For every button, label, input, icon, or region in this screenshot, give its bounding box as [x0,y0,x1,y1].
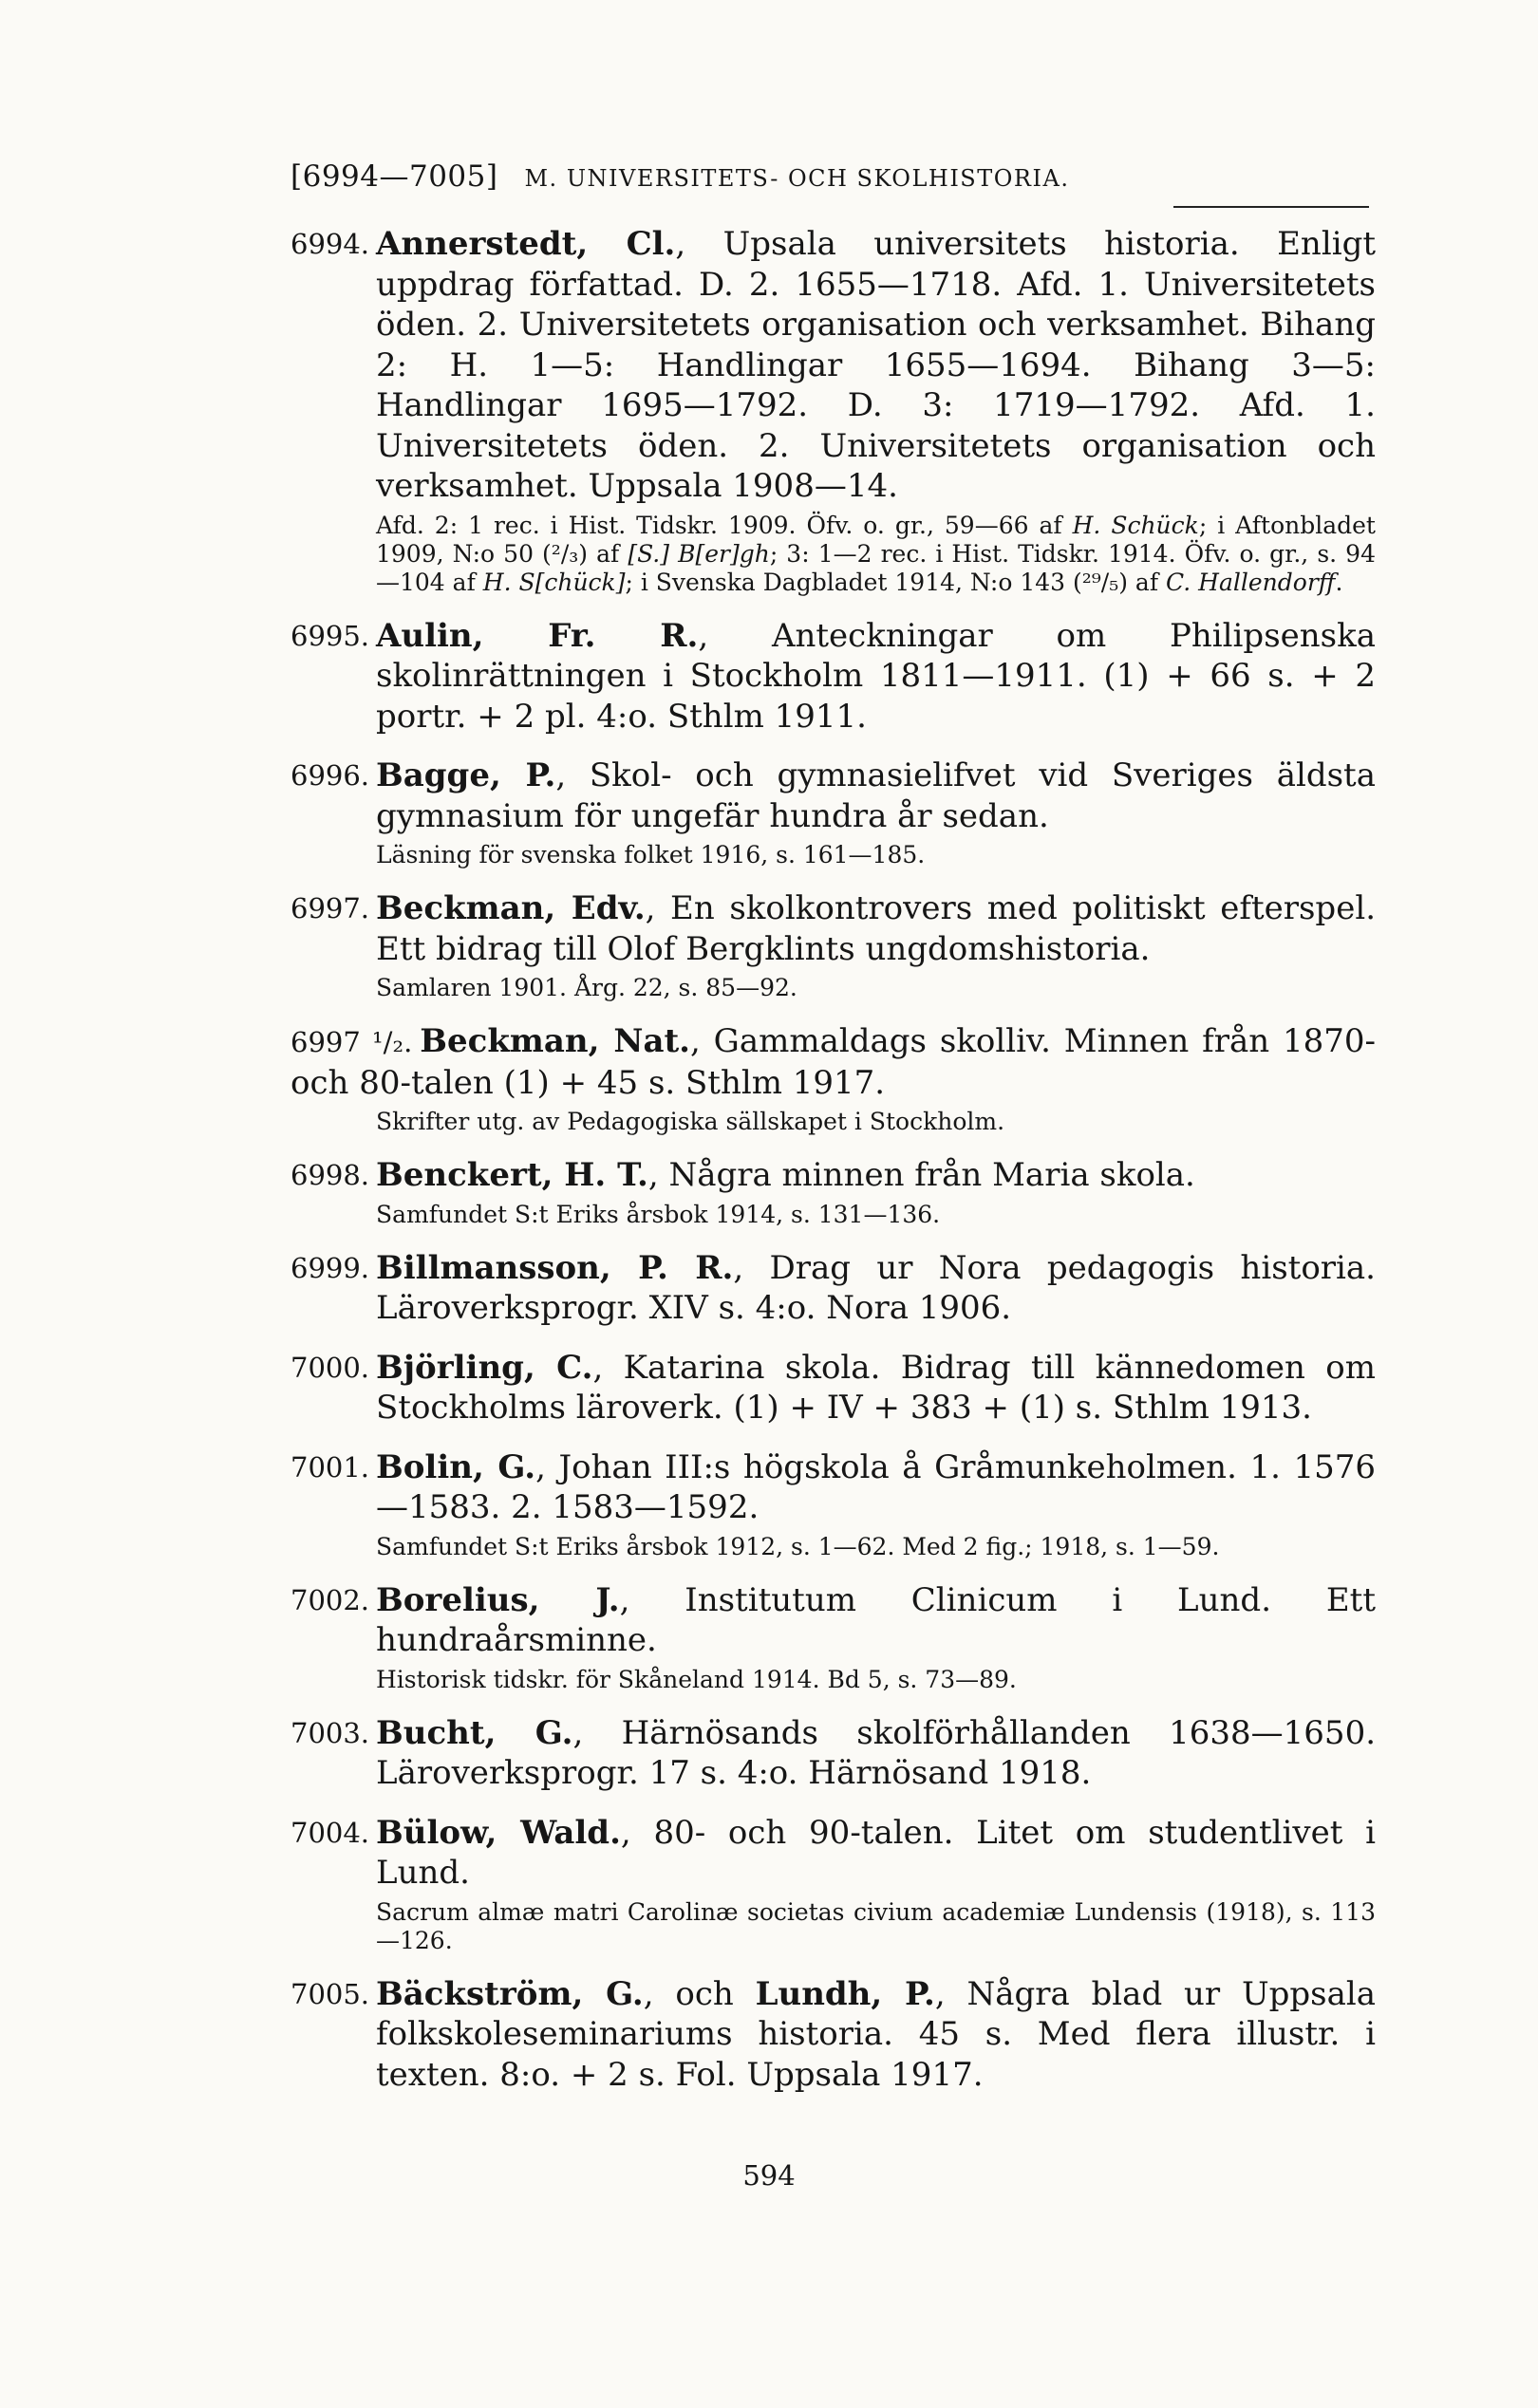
entry-text: , Drag ur Nora pedagogis historia. Läroverksprogr. XIV s. 4:o. Nora 1906. [376,1248,1376,1327]
running-header [291,159,1368,194]
entry-note: Samfundet S:t Eriks årsbok 1914, s. 131—136. [376,1200,941,1228]
entry-note: Historisk tidskr. för Skåneland 1914. Bd 5, s. 73—89. [376,1665,1017,1693]
entry-6996 [291,756,1376,869]
entry-7003 [291,1713,1376,1794]
entry-author: Bagge, P. [376,756,556,794]
entry-number: 6998. [291,1159,370,1191]
entry-text: , Johan III:s högskola å Gråmunkeholmen. 1. 1576—1583. 2. 1583—1592. [376,1447,1376,1526]
entry-author: Bäckström, G. [376,1974,644,2013]
entry-6999 [291,1248,1376,1329]
entry-author: Borelius, J. [376,1580,620,1619]
header-rule [1173,206,1369,208]
entry-6997 [291,888,1376,1002]
entry-number: 7001. [291,1450,370,1484]
entry-text: , 80- och 90-talen. Litet om studentlivet i Lund. [376,1813,1376,1892]
section-title: M. UNIVERSITETS- OCH SKOLHISTORIA. [524,165,1070,192]
entry-note: Läsning för svenska folket 1916, s. 161—185. [376,841,926,868]
entry-7004 [291,1813,1376,1955]
entry-number: 6994. [291,228,370,260]
entry-author: Beckman, Nat. [420,1022,691,1060]
entry-text: , Härnösands skolförhållanden 1638—1650. Läroverksprogr. 17 s. 4:o. Härnösand 1918. [376,1713,1377,1792]
entry-number: 6995. [291,619,370,652]
entry-note: Samfundet S:t Eriks årsbok 1912, s. 1—62. Med 2 fig.; 1918, s. 1—59. [376,1532,1220,1560]
entry-number: 6996. [291,759,370,792]
entry-author: Aulin, Fr. R. [376,616,699,655]
entry-number: 7004. [291,1816,370,1849]
entry-range: [6994—7005] [291,159,498,194]
entry-number: 7000. [291,1351,370,1384]
entry-6994 [291,224,1376,597]
entry-text: , En skolkontrovers med politiskt efterspel. Ett bidrag till Olof Bergklints ungdomshistoria. [376,889,1376,968]
entry-author: Björling, C. [376,1348,593,1387]
entry-6997-half [291,1021,1376,1136]
entry-text: , Anteckningar om Philipsenska skolinrättningen i Stockholm 1811—1911. (1) + 66 s. + 2 portr. + 2 pl. 4:o. Sthlm 1911. [376,616,1376,736]
entry-text: , Institutum Clinicum i Lund. Ett hundraårsminne. [376,1580,1376,1659]
entry-note: Samlaren 1901. Årg. 22, s. 85—92. [376,974,797,1001]
entry-note: Afd. 2: 1 rec. i Hist. Tidskr. 1909. Öfv. o. gr., 59—66 af H. Schück; i Aftonbladet 1909, N:o 50 (²/₃) af [S.] B[er]gh; 3: 1—2 rec. i Hist. Tidskr. 1914. Öfv. o. gr., s. 94—104 af H. S[chück]; i Svenska Dagbladet 1914, N:o 143 (²⁹/₅) af C. Hallendorff. [376,511,1376,596]
entry-note: Skrifter utg. av Pedagogiska sällskapet i Stockholm. [376,1108,1005,1135]
entry-list [291,224,1376,2095]
entry-text: , Katarina skola. Bidrag till kännedomen om Stockholms läroverk. (1) + IV + 383 + (1) s. Sthlm 1913. [376,1348,1376,1427]
entry-number: 6999. [291,1251,370,1284]
entry-7002 [291,1580,1376,1694]
entry-7000 [291,1348,1376,1428]
entry-number: 7005. [291,1977,370,2010]
entry-author: Benckert, H. T. [376,1156,648,1194]
entry-author-joiner: , och [643,1974,756,2013]
entry-6995 [291,616,1376,737]
entry-coauthor: Lundh, P. [755,1974,935,2013]
entry-note: Sacrum almæ matri Carolinæ societas civium academiæ Lundensis (1918), s. 113—126. [376,1897,1376,1954]
entry-7005 [291,1974,1376,2096]
entry-text: , Några blad ur Uppsala folkskoleseminariums historia. 45 s. Med flera illustr. i texten. 8:o. + 2 s. Fol. Uppsala 1917. [376,1974,1376,2094]
entry-author: Bolin, G. [376,1447,536,1486]
page-number: 594 [742,2159,796,2192]
entry-text: , Skol- och gymnasielifvet vid Sveriges äldsta gymnasium för ungefär hundra år sedan. [376,756,1376,835]
entry-number: 7002. [291,1583,370,1616]
entry-text: , Upsala universitets historia. Enligt uppdrag författad. D. 2. 1655—1718. Afd. 1. Universitetets öden. 2. Universitetets organisation och verksamhet. Bihang 2: H. 1—5: Handlingar 1655—1694. Bihang 3—5: Handlingar 1695—1792. D. 3: 1719—1792. Afd. 1. Universitetets öden. 2. Universitetets organisation och verksamhet. Uppsala 1908—14. [376,225,1376,505]
entry-author: Bülow, Wald. [376,1813,621,1852]
entry-text: , Några minnen från Maria skola. [647,1156,1195,1194]
entry-7001 [291,1447,1376,1561]
entry-author: Billmansson, P. R. [376,1248,734,1287]
entry-author: Annerstedt, Cl. [376,225,676,263]
entry-author: Beckman, Edv. [376,889,646,927]
entry-text: , Gammaldags skolliv. Minnen från 1870- och 80-talen (1) + 45 s. Sthlm 1917. [291,1022,1376,1102]
entry-author: Bucht, G. [376,1713,573,1752]
entry-6998 [291,1155,1376,1229]
entry-number: 7003. [291,1716,370,1749]
entry-number: 6997. [291,892,370,924]
entry-number: 6997 ¹/₂. [291,1026,413,1058]
